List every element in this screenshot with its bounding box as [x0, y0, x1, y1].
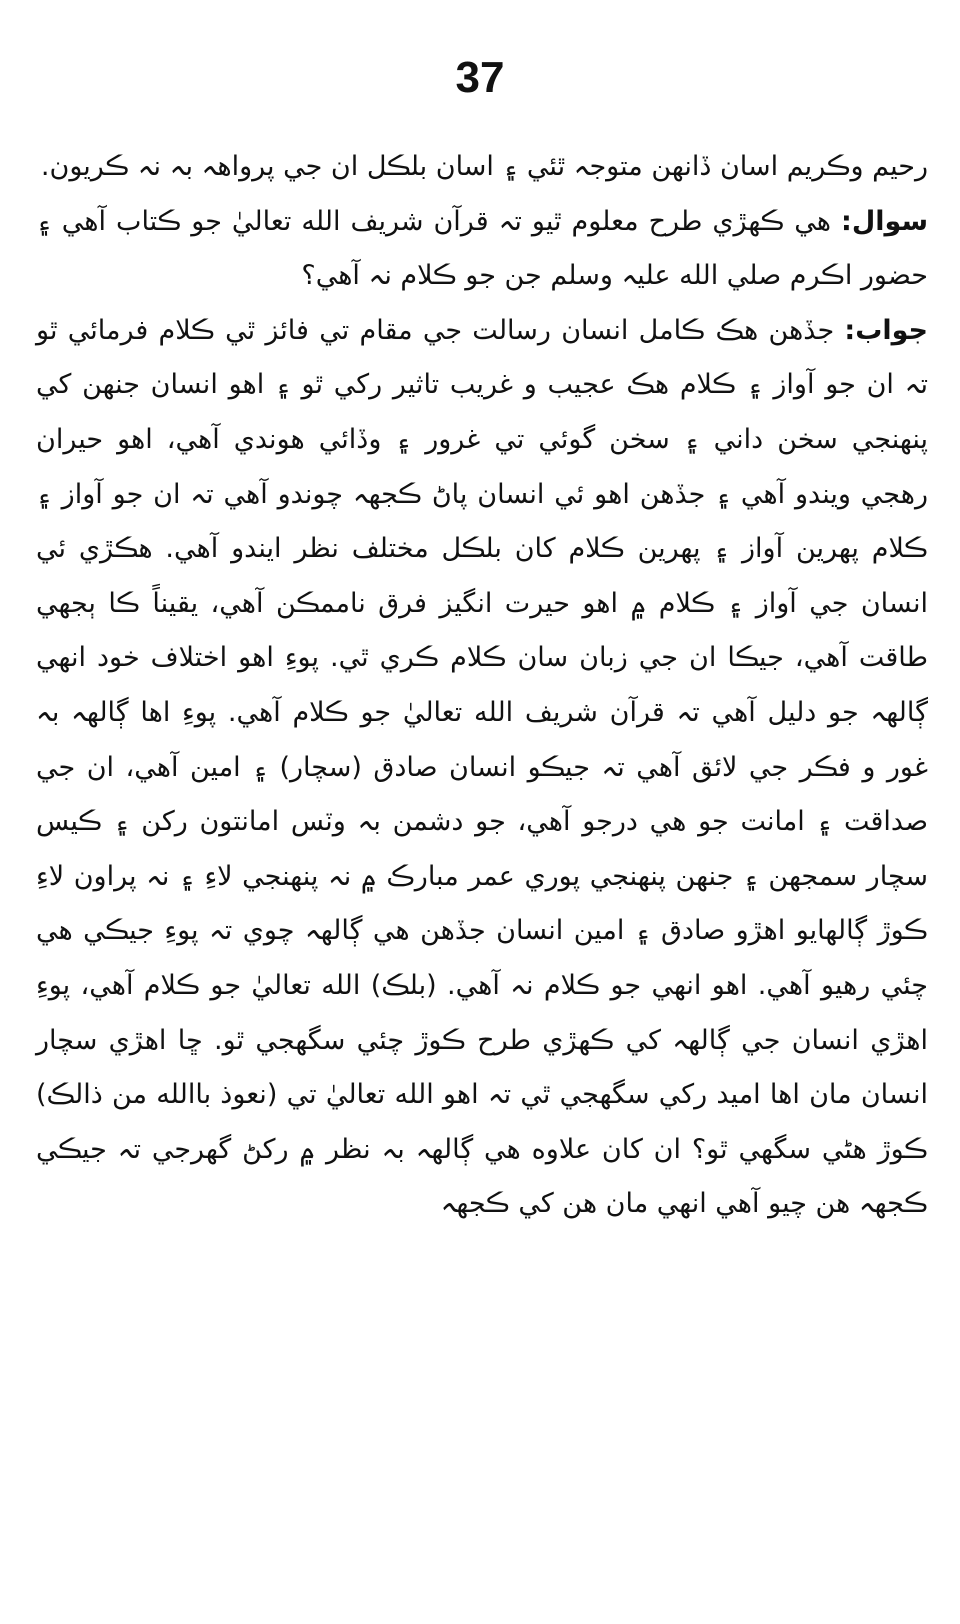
question-text: هي ڪهڙي طرح معلوم ٿيو تہ قرآن شريف الله تعاليٰ جو ڪتاب آهي ۽ حضور اڪرم صلي الله عليہ وسلم جن جو ڪلام نہ آهي؟: [36, 205, 928, 292]
question-paragraph: [36, 195, 928, 304]
answer-label: جواب:: [844, 314, 928, 346]
answer-text: جڏهن هڪ ڪامل انسان رسالت جي مقام تي فائز ٿي ڪلام فرمائي ٿو تہ ان جو آواز ۽ ڪلام هڪ عجيب و غريب تاثير رکي ٿو ۽ اهو انسان جنهن کي پنهنجي سخن داني ۽ سخن گوئي تي غرور ۽ وڏائي هوندي آهي، اهو حيران رهجي ويندو آهي ۽ جڏهن اهو ئي انسان پاڻ ڪجهہ چوندو آهي تہ ان جو آواز ۽ ڪلام پهرين آواز ۽ پهرين ڪلام کان بلڪل مختلف نظر ايندو آهي. هڪڙي ئي انسان جي آواز ۽ ڪلام ۾ اهو حيرت انگيز فرق ناممڪن آهي، يقيناً ڪا ٻجهي طاقت آهي، جيڪا ان جي زبان سان ڪلام ڪري ٿي. پوءِ اهو اختلاف خود انهي ڳالهہ جو دليل آهي تہ قرآن شريف الله تعاليٰ جو ڪلام آهي. پوءِ اها ڳالهہ بہ غور و فڪر جي لائق آهي تہ جيڪو انسان صادق (سچار) ۽ امين آهي، ان جي صداقت ۽ امانت جو هي درجو آهي، جو دشمن بہ وٽس امانتون رکن ۽ ڪيس سچار سمجهن ۽ جنهن پنهنجي پوري عمر مبارڪ ۾ نہ پنهنجي لاءِ ۽ نہ پراون لاءِ ڪوڙ ڳالهايو اهڙو صادق ۽ امين انسان جڏهن هي ڳالهہ چوي تہ پوءِ جيڪي هي چئي رهيو آهي. اهو انهي جو ڪلام نہ آهي. (بلڪ) الله تعاليٰ جو ڪلام آهي، پوءِ اهڙي انسان جي ڳالهہ کي ڪهڙي طرح ڪوڙ چئي سگهجي ٿو. ڇا اهڙي سچار انسان مان اها اميد رکي سگهجي ٿي تہ اهو الله تعاليٰ تي (نعوذ باالله من ذالڪ) ڪوڙ هڻي سگهي ٿو؟ ان کان علاوه هي ڳالهہ بہ نظر ۾ رکڻ گهرجي تہ جيڪي ڪجهہ هن چيو آهي انهي مان هن کي ڪجهہ: [36, 314, 928, 1220]
body-text: [36, 140, 928, 1232]
intro-paragraph: رحيم وڪريم اسان ڏانهن متوجہ ٿئي ۽ اسان بلڪل ان جي پرواهہ بہ نہ ڪريون.: [40, 151, 928, 182]
page-number: 37: [455, 53, 505, 102]
question-label: سوال:: [841, 205, 928, 237]
answer-paragraph: [36, 304, 928, 1232]
